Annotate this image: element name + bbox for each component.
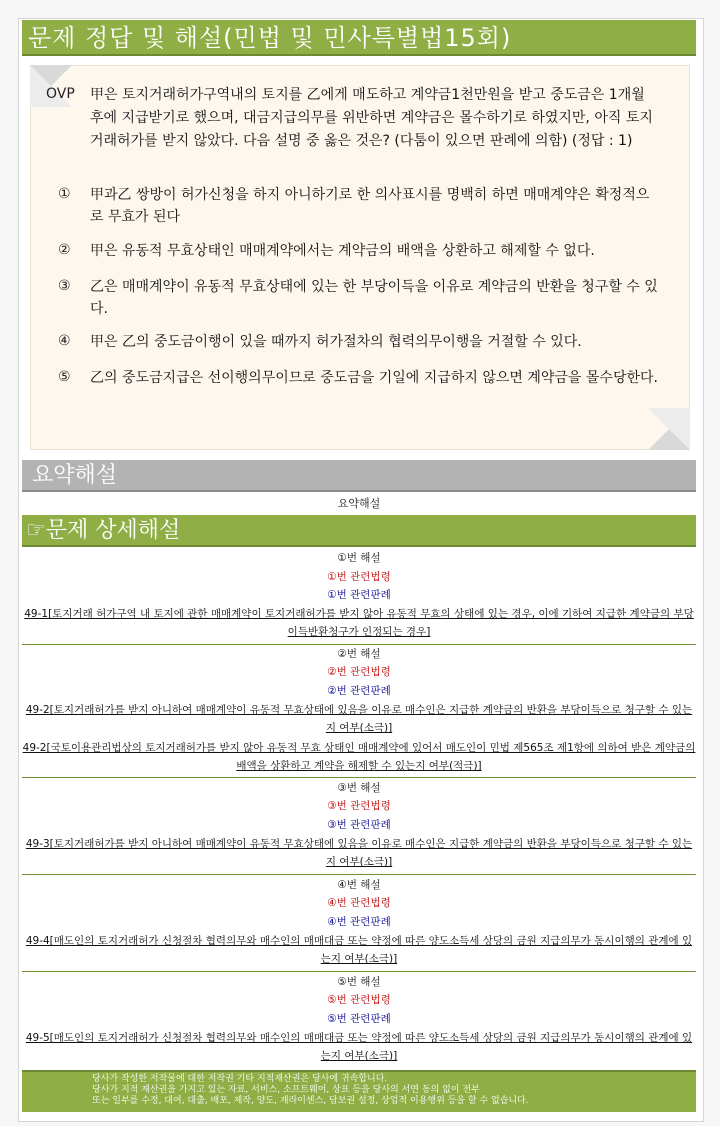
explain-2-link[interactable]: ②번 해설	[337, 648, 381, 660]
case-2-link[interactable]: ②번 관련판례	[327, 685, 391, 697]
case-link-49-4[interactable]: 49-4[매도인의 토지거래허가 신청절차 협력의무와 매수인의 매매대금 또는 약정에 따른 양도소득세 상당의 금원 지급의무가 동시이행의 관계에 있는지 여부(소극)]	[25, 935, 693, 965]
case-link-49-1[interactable]: 49-1[토지거래 허가구역 내 토지에 관한 매매계약이 토지거래허가를 받지 않아 유동적 무효의 상태에 있는 경우, 이에 기하여 지급한 계약금의 부당이득반환청구가 인정되는 경우]	[24, 608, 694, 638]
divider	[22, 777, 696, 778]
footer-line-1: 당사가 작성한 저작물에 대한 저작권 기타 지적재산권은 당사에 귀속합니다.	[92, 1074, 388, 1084]
divider	[22, 644, 696, 645]
law-1-link[interactable]: ①번 관련법령	[327, 571, 391, 583]
divider	[22, 874, 696, 875]
copyright-footer	[22, 1070, 696, 1112]
case-3-link[interactable]: ③번 관련판례	[327, 819, 391, 831]
option-5-text: 乙의 중도금지급은 선이행의무이므로 중도금을 기일에 지급하지 않으면 계약금을 몰수당한다.	[90, 370, 658, 386]
divider	[22, 971, 696, 972]
case-link-49-2b[interactable]: 49-2[국토이용관리법상의 토지거래허가를 받지 않아 유동적 무효 상태인 매매계약에 있어서 매도인이 민법 제565조 제1항에 의하여 받은 계약금의 배액을 상환하고 계약을 해제할 수 있는지 여부(적극)]	[22, 742, 696, 772]
summary-text: 요약해설	[337, 497, 381, 510]
summary-heading: 요약해설	[22, 460, 696, 492]
explain-5-link[interactable]: ⑤번 해설	[337, 976, 381, 988]
option-1-text: 甲과乙 쌍방이 허가신청을 하지 아니하기로 한 의사표시를 명백히 하면 매매계약은 확정적으로 무효가 된다	[90, 187, 650, 225]
law-4-link[interactable]: ④번 관련법령	[327, 897, 391, 909]
option-2-text: 甲은 유동적 무효상태인 매매계약에서는 계약금의 배액을 상환하고 해제할 수 없다.	[90, 243, 595, 259]
option-3-text: 乙은 매매계약이 유동적 무효상태에 있는 한 부당이득을 이유로 계약금의 반환을 청구할 수 있다.	[90, 279, 658, 317]
detail-heading: ☞문제 상세해설	[22, 515, 696, 547]
option-5-number: ⑤	[58, 369, 71, 385]
case-link-49-5[interactable]: 49-5[매도인의 토지거래허가 신청절차 협력의무와 매수인의 매매대금 또는 약정에 따른 양도소득세 상당의 금원 지급의무가 동시이행의 관계에 있는지 여부(소극)]	[25, 1032, 693, 1062]
note-fold-bottom-right-shade	[648, 408, 690, 450]
option-4-text: 甲은 乙의 중도금이행이 있을 때까지 허가절차의 협력의무이행을 거절할 수 있다.	[90, 334, 582, 350]
case-1-link[interactable]: ①번 관련판례	[327, 589, 391, 601]
explain-4-link[interactable]: ④번 해설	[337, 879, 381, 891]
law-2-link[interactable]: ②번 관련법령	[327, 666, 391, 678]
option-4-number: ④	[58, 333, 71, 349]
case-link-49-2a[interactable]: 49-2[토지거래허가를 받지 아니하여 매매계약이 유동적 무효상태에 있음을 이유로 매수인은 지급한 계약금의 반환을 부당이득으로 청구할 수 있는지 여부(소극)]	[25, 704, 693, 734]
option-1-number: ①	[58, 186, 71, 202]
case-link-49-3[interactable]: 49-3[토지거래허가를 받지 아니하여 매매계약이 유동적 무효상태에 있음을 이유로 매수인은 지급한 계약금의 반환을 부당이득으로 청구할 수 있는지 여부(소극)]	[25, 838, 693, 868]
option-2-number: ②	[58, 242, 71, 258]
explain-3-link[interactable]: ③번 해설	[337, 782, 381, 794]
question-label: OVP	[46, 86, 75, 102]
law-3-link[interactable]: ③번 관련법령	[327, 800, 391, 812]
footer-line-3: 또는 일부를 수정, 대여, 대출, 배포, 제작, 양도, 재라이센스, 담보권 설정, 상업적 이용행위 등을 할 수 없습니다.	[92, 1096, 529, 1106]
case-5-link[interactable]: ⑤번 관련판례	[327, 1013, 391, 1025]
explain-1-link[interactable]: ①번 해설	[337, 552, 381, 564]
question-text: 甲은 토지거래허가구역내의 토지를 乙에게 매도하고 계약금1천만원을 받고 중도금은 1개월 후에 지급받기로 했으며, 대금지급의무를 위반하면 계약금은 몰수하기로 하였지만, 아직 토지거래허가를 받지 않았다. 다음 설명 중 옳은 것은? (다툼이 있으면 판례에 의함) (정답 : 1)	[90, 87, 653, 149]
page-title: 문제 정답 및 해설(민법 및 민사특별법15회)	[22, 20, 696, 56]
option-3-number: ③	[58, 278, 71, 294]
law-5-link[interactable]: ⑤번 관련법령	[327, 994, 391, 1006]
footer-line-2: 당사가 지적 재산권을 가지고 있는 자료, 서비스, 소프트웨어, 상표 등을 당사의 서면 동의 없이 전부	[92, 1085, 480, 1095]
case-4-link[interactable]: ④번 관련판례	[327, 916, 391, 928]
